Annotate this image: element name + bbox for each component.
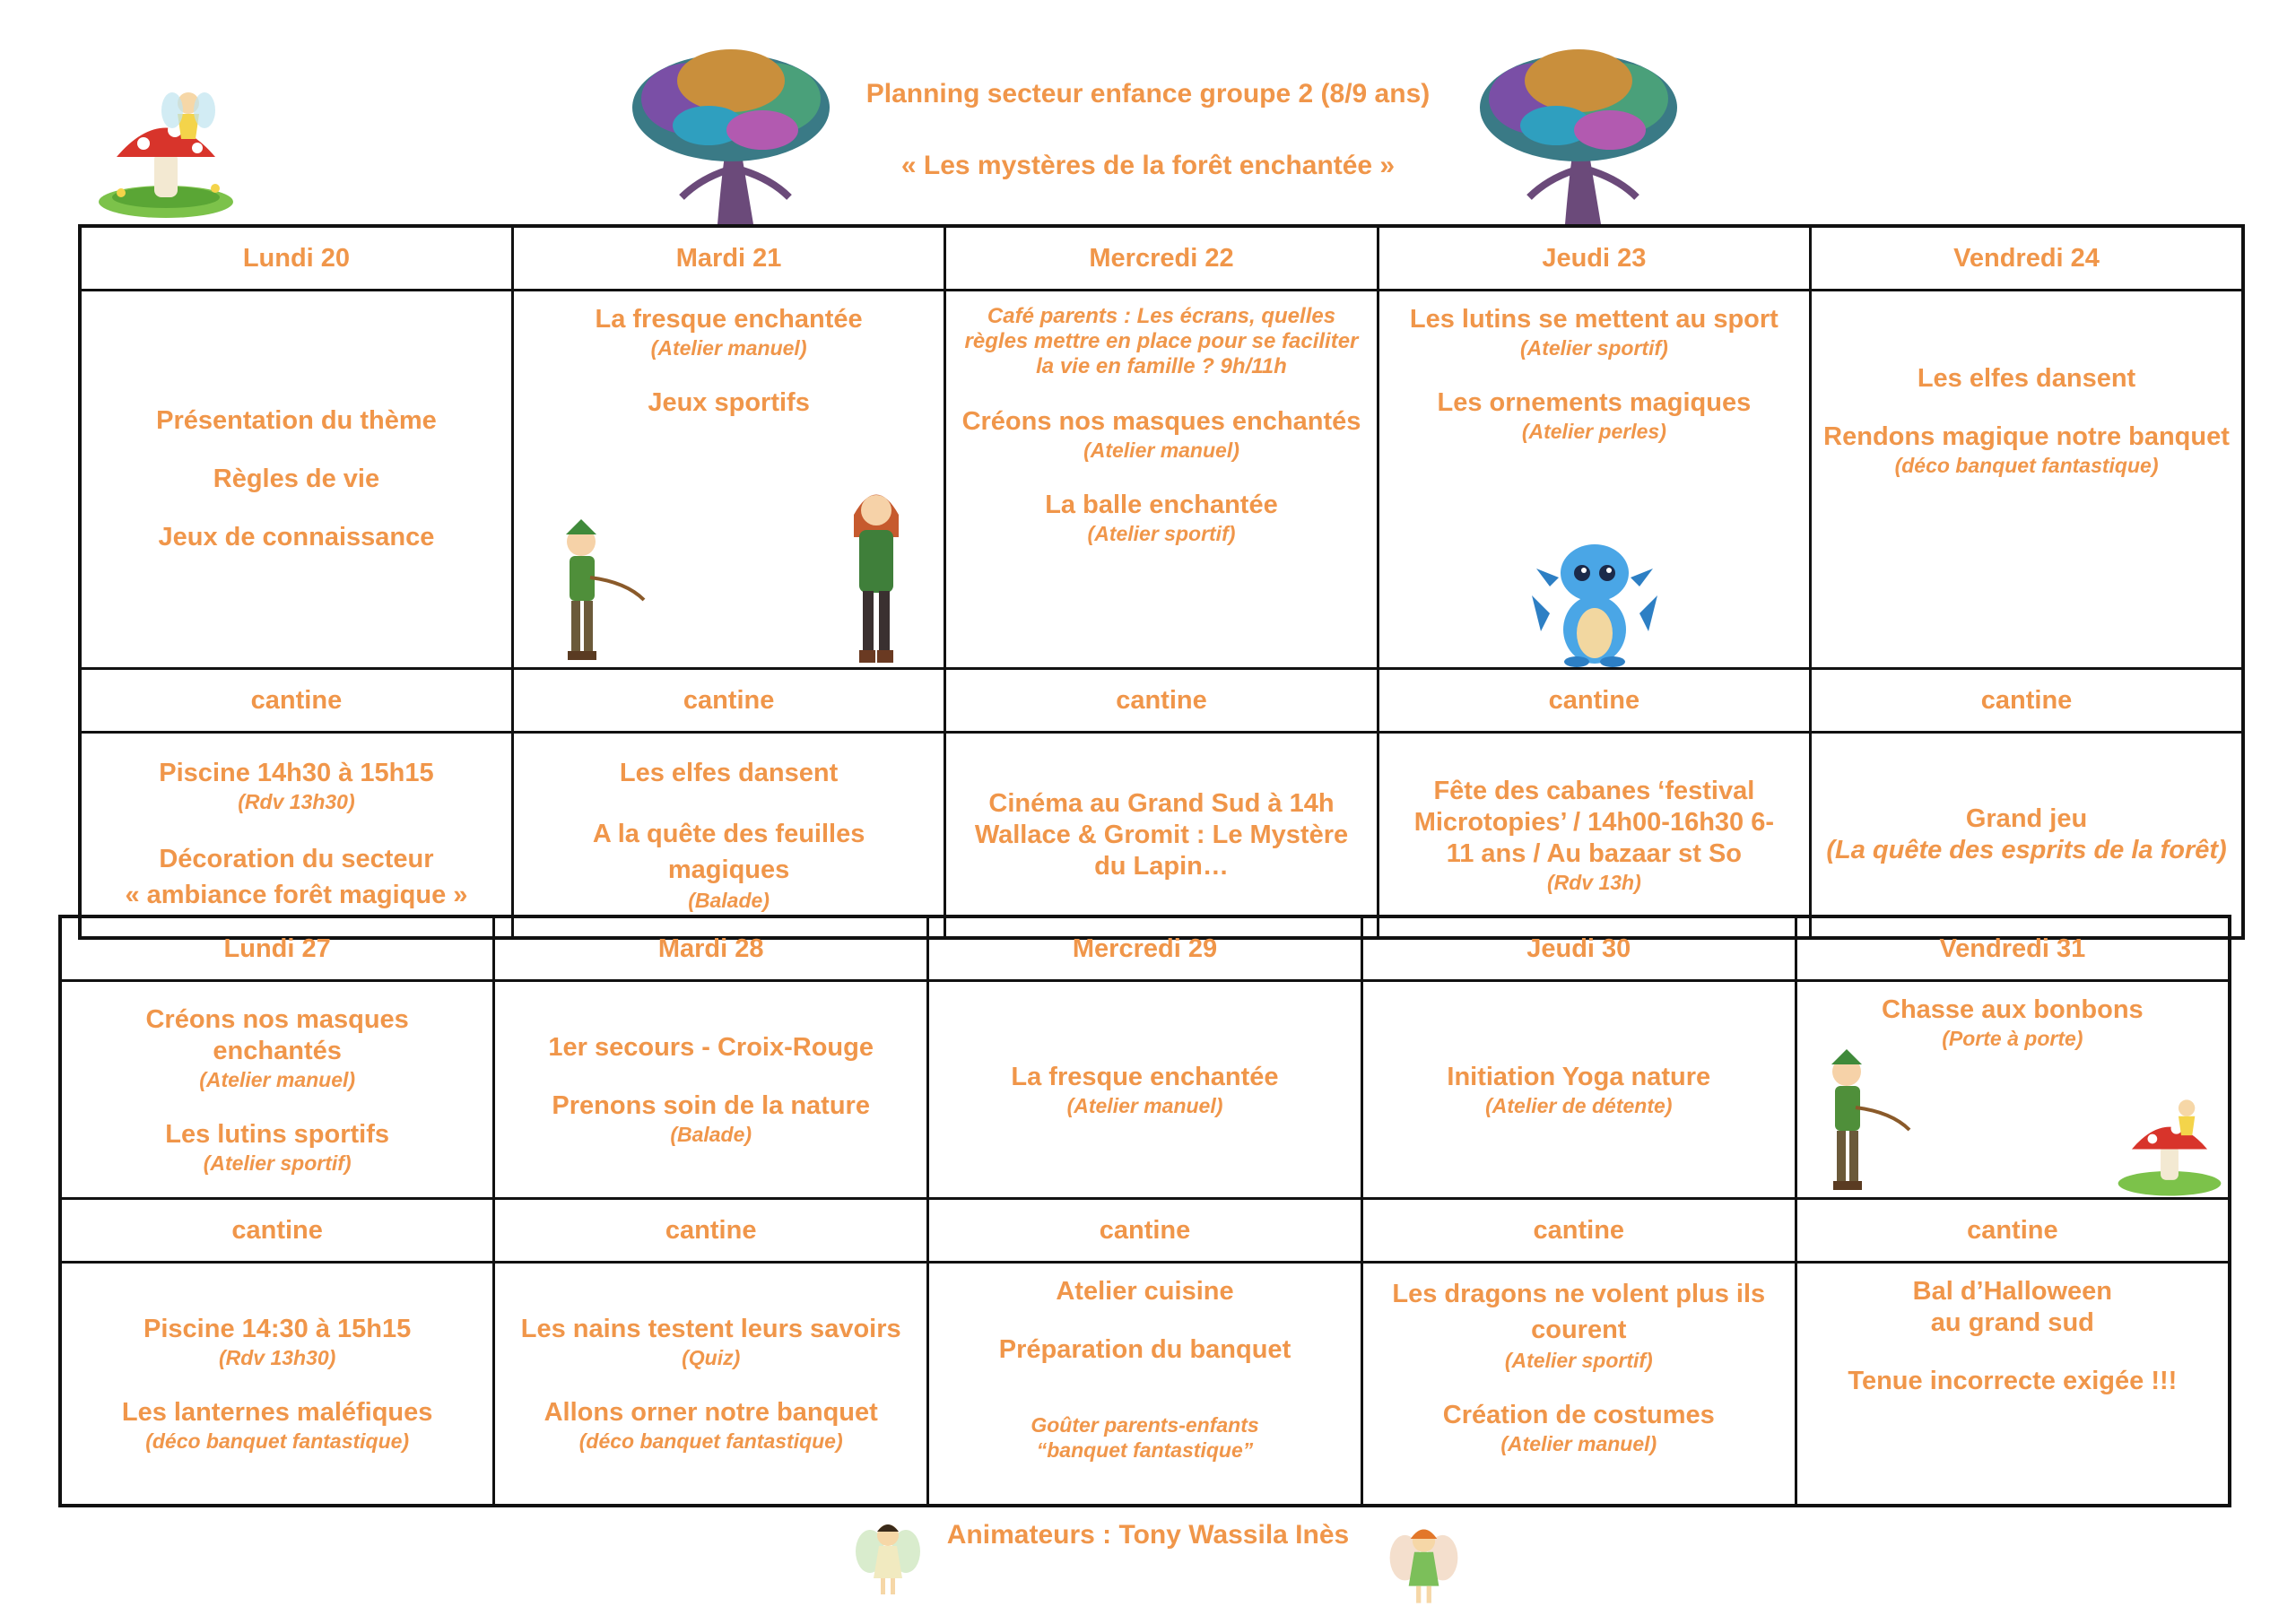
activity: Décoration du secteur [159, 844, 434, 873]
lunch-cell: cantine [60, 1199, 494, 1263]
activity-note: “banquet fantastique” [1036, 1438, 1254, 1462]
activity: Les lutins se mettent au sport [1409, 305, 1779, 334]
activity-subtitle: (La quête des esprits de la forêt) [1826, 836, 2227, 864]
enchanted-tree-icon [619, 45, 843, 224]
activity: Piscine 14:30 à 15h15 [144, 1315, 412, 1343]
day-header: Vendredi 24 [1811, 226, 2243, 291]
footer-animateurs: Animateurs : Tony Wassila Inès [946, 1520, 1350, 1550]
activity: Grand jeu [1965, 804, 2088, 833]
afternoon-row [60, 1263, 2230, 1507]
afternoon-cell-thu [1361, 1263, 1796, 1507]
lunch-cell: cantine [928, 1199, 1362, 1263]
day-header: Mercredi 29 [928, 916, 1362, 981]
activity-subtitle: (Atelier manuel) [650, 336, 807, 360]
morning-cell-fri [1811, 291, 2243, 669]
afternoon-cell-tue [512, 733, 944, 939]
afternoon-cell-mon [60, 1263, 494, 1507]
activity: Règles de vie [213, 465, 380, 493]
activity-subtitle: (Balade) [670, 1123, 752, 1146]
afternoon-cell-fri [1796, 1263, 2230, 1507]
day-header-row [80, 226, 2243, 291]
activity-subtitle: (Atelier sportif) [1504, 1349, 1653, 1372]
activity: Présentation du thème [156, 406, 437, 435]
afternoon-cell-wed [928, 1263, 1362, 1507]
day-header: Lundi 20 [80, 226, 512, 291]
day-header: Mercredi 22 [945, 226, 1378, 291]
activity-subtitle: (Rdv 13h30) [238, 789, 355, 813]
morning-cell-tue [494, 981, 928, 1199]
fairy-mushroom-icon [2111, 1081, 2228, 1197]
activity: A la quête des feuilles magiques [592, 819, 865, 884]
activity: Cinéma au Grand Sud à 14h Wallace & Gromit : Le Mystère du Lapin… [974, 788, 1349, 881]
activity: Préparation du banquet [998, 1335, 1292, 1364]
activity: Chasse aux bonbons [1882, 995, 2144, 1024]
activity-subtitle: (Atelier sportif) [203, 1151, 352, 1175]
morning-cell-wed [945, 291, 1378, 669]
activity-subtitle: (Atelier sportif) [1087, 522, 1236, 545]
afternoon-cell-wed [945, 733, 1378, 939]
baby-dragon-icon [1532, 533, 1657, 667]
lunch-cell: cantine [1796, 1199, 2230, 1263]
page-title: Planning secteur enfance groupe 2 (8/9 ans) [865, 79, 1431, 109]
activity-note: Café parents : Les écrans, quelles règles mettre en place pour se faciliter la vie en famille ? 9h/11h [964, 304, 1359, 378]
activity-subtitle: (Atelier manuel) [199, 1067, 356, 1091]
activity-subtitle: (Rdv 13h) [1546, 870, 1641, 894]
activity: Piscine 14h30 à 15h15 [159, 758, 434, 787]
lunch-row [60, 1199, 2230, 1263]
activity: La fresque enchantée [595, 305, 863, 334]
activity: Les nains testent leurs savoirs [520, 1315, 901, 1343]
day-header: Mardi 28 [494, 916, 928, 981]
morning-cell-thu [1361, 981, 1796, 1199]
afternoon-cell-mon [80, 733, 512, 939]
activity: Fête des cabanes ‘festival Microtopies’ / 14h00-16h30 6-11 ans / Au bazaar st So [1413, 776, 1775, 868]
activity: Créons nos masques enchantés [145, 1004, 409, 1065]
morning-row [80, 291, 2243, 669]
activity-subtitle: (Atelier manuel) [1083, 439, 1239, 462]
day-header: Mardi 21 [512, 226, 944, 291]
activity: Rendons magique notre banquet [1823, 422, 2230, 451]
lunch-cell: cantine [494, 1199, 928, 1263]
afternoon-cell-thu [1378, 733, 1810, 939]
page-subtitle: « Les mystères de la forêt enchantée » [900, 151, 1396, 180]
activity-subtitle: (Atelier manuel) [1500, 1432, 1657, 1455]
afternoon-cell-fri [1811, 733, 2243, 939]
morning-cell-wed [928, 981, 1362, 1199]
activity: Prenons soin de la nature [552, 1091, 870, 1120]
activity: Création de costumes [1442, 1401, 1715, 1429]
activity-subtitle: (déco banquet fantastique) [578, 1429, 843, 1453]
activity: au grand sud [1930, 1308, 2094, 1337]
morning-cell-mon [80, 291, 512, 669]
small-fairy-icon [1386, 1520, 1462, 1610]
activity-subtitle: (Atelier de détente) [1485, 1093, 1673, 1117]
activity: La balle enchantée [1045, 491, 1278, 519]
lunch-cell: cantine [1811, 669, 2243, 733]
day-header: Lundi 27 [60, 916, 494, 981]
activity: Les elfes dansent [1917, 364, 2136, 393]
lunch-cell: cantine [512, 669, 944, 733]
activity: Les dragons ne volent plus ils courent [1392, 1280, 1766, 1344]
lunch-cell: cantine [1361, 1199, 1796, 1263]
activity: Initiation Yoga nature [1447, 1062, 1711, 1091]
enchanted-tree-icon [1466, 45, 1691, 224]
activity: Atelier cuisine [1056, 1277, 1234, 1306]
activity-subtitle: (Atelier manuel) [1066, 1093, 1223, 1117]
afternoon-row [80, 733, 2243, 939]
activity-subtitle: (Atelier perles) [1521, 420, 1666, 443]
week-2-table [58, 915, 2231, 1507]
lunch-row [80, 669, 2243, 733]
activity: Créons nos masques enchantés [961, 407, 1361, 436]
morning-cell-thu [1378, 291, 1810, 669]
day-header-row [60, 916, 2230, 981]
activity: Les ornements magiques [1437, 388, 1752, 417]
day-header: Jeudi 30 [1361, 916, 1796, 981]
activity: 1er secours - Croix-Rouge [548, 1033, 874, 1062]
activity-subtitle: (déco banquet fantastique) [1894, 454, 2159, 477]
activity: « ambiance forêt magique » [125, 880, 468, 909]
morning-cell-fri [1796, 981, 2230, 1199]
activity-note: Goûter parents-enfants [1031, 1413, 1259, 1437]
elf-archer-icon [541, 515, 648, 667]
activity-subtitle: (déco banquet fantastique) [145, 1429, 410, 1453]
elf-girl-icon [836, 474, 917, 667]
activity-subtitle: (Atelier sportif) [1519, 336, 1668, 360]
activity: Tenue incorrecte exigée !!! [1848, 1367, 2178, 1395]
lunch-cell: cantine [1378, 669, 1810, 733]
morning-cell-tue [512, 291, 944, 669]
activity: La fresque enchantée [1011, 1062, 1279, 1091]
elf-archer-icon [1806, 1045, 1914, 1197]
activity: Bal d’Halloween [1912, 1277, 2113, 1306]
activity-subtitle: (Rdv 13h30) [218, 1346, 336, 1369]
activity-subtitle: (Porte à porte) [1942, 1027, 2083, 1050]
lunch-cell: cantine [945, 669, 1378, 733]
morning-cell-mon [60, 981, 494, 1199]
lunch-cell: cantine [80, 669, 512, 733]
morning-row [60, 981, 2230, 1199]
activity: Jeux sportifs [648, 388, 810, 417]
afternoon-cell-tue [494, 1263, 928, 1507]
week-1-table [78, 224, 2245, 940]
activity-subtitle: (Balade) [688, 888, 770, 912]
day-header: Jeudi 23 [1378, 226, 1810, 291]
day-header: Vendredi 31 [1796, 916, 2230, 981]
activity: Allons orner notre banquet [544, 1398, 878, 1427]
activity: Jeux de connaissance [158, 523, 435, 551]
activity: Les lanternes maléfiques [121, 1398, 433, 1427]
activity-subtitle: (Quiz) [682, 1346, 741, 1369]
activity: Les elfes dansent [619, 758, 839, 787]
activity: Les lutins sportifs [165, 1119, 390, 1149]
